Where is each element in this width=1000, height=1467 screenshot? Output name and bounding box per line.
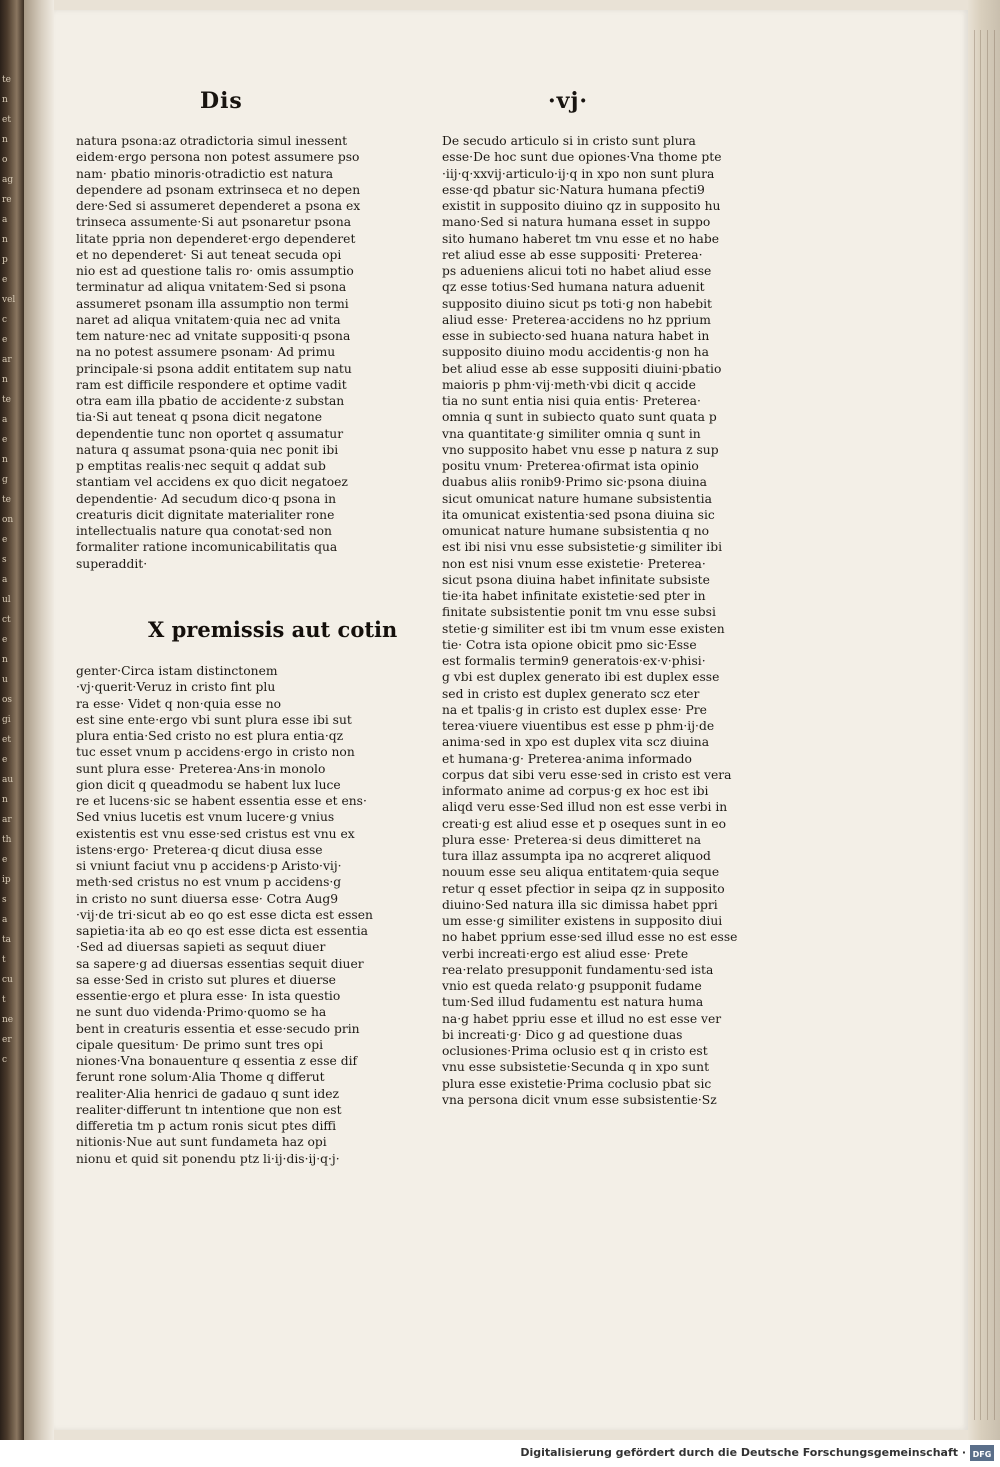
text-line: plura entia·Sed cristo no est plura entia·qz bbox=[76, 729, 344, 743]
column-right bbox=[442, 133, 742, 1108]
text-line: est sine ente·ergo vbi sunt plura esse ibi sut bbox=[76, 712, 352, 727]
text-line: intellectualis nature qua conotat·sed non bbox=[76, 524, 332, 538]
footer-credit: Digitalisierung gefördert durch die Deutsche Forschungsgemeinschaft · bbox=[520, 1446, 966, 1459]
text-line: finitate subsistentie ponit tm vnu esse subsi bbox=[442, 605, 716, 620]
facing-page-fragment: e bbox=[2, 275, 8, 285]
facing-page-fragment: e bbox=[2, 755, 8, 765]
text-line: aliud esse· Preterea·accidens no hz pprium bbox=[442, 312, 711, 327]
text-line: realiter·differunt tn intentione que non est bbox=[76, 1102, 342, 1117]
facing-page-fragment: te bbox=[2, 395, 11, 405]
facing-page-fragment: vel bbox=[2, 295, 16, 305]
text-line: et no dependeret· Si aut teneat secuda opi bbox=[76, 247, 342, 262]
facing-page-fragment: n bbox=[2, 455, 8, 465]
facing-page-fragment: a bbox=[2, 915, 8, 925]
svg-text:DFG: DFG bbox=[972, 1450, 992, 1459]
text-line: na et tpalis·g in cristo est duplex esse· Pre bbox=[442, 702, 707, 717]
text-line: diuino·Sed natura illa sic dimissa habet ppri bbox=[442, 897, 718, 912]
text-line: De secudo articulo si in cristo sunt plura bbox=[442, 134, 696, 148]
text-line: terea·viuere viuentibus est esse p phm·ij·de bbox=[442, 719, 715, 733]
text-line: esse in subiecto·sed huana natura habet in bbox=[442, 329, 710, 343]
column-left-bottom bbox=[76, 663, 376, 1167]
facing-page-fragment: a bbox=[2, 575, 8, 585]
text-line: dere·Sed si assumeret dependeret a psona ex bbox=[76, 199, 361, 213]
text-line: creati·g est aliud esse et p oseques sunt in eo bbox=[442, 816, 726, 831]
facing-page-fragment: gi bbox=[2, 715, 11, 725]
text-line: ferunt rone solum·Alia Thome q differut bbox=[76, 1070, 325, 1085]
text-line: mano·Sed si natura humana esset in suppo bbox=[442, 215, 711, 230]
text-line: tie·ita habet infinitate existetie·sed pter in bbox=[442, 589, 706, 603]
facing-page-fragment: et bbox=[2, 735, 11, 745]
text-line: assumeret psonam illa assumptio non termi bbox=[76, 296, 349, 311]
text-line: supposito diuino sicut ps toti·g non habebit bbox=[442, 296, 712, 311]
text-line: verbi increati·ergo est aliud esse· Prete bbox=[442, 946, 689, 961]
facing-page-fragment: a bbox=[2, 215, 8, 225]
facing-page-edge bbox=[0, 0, 24, 1440]
text-line: realiter·Alia henrici de gadauo q sunt idez bbox=[76, 1086, 340, 1101]
facing-page-fragment: e bbox=[2, 635, 8, 645]
text-line: nouum esse seu aliqua entitatem·quia seque bbox=[442, 865, 720, 880]
text-line: informato anime ad corpus·g ex hoc est ibi bbox=[442, 784, 709, 798]
text-line: ·vij·de tri·sicut ab eo qo est esse dicta est essen bbox=[76, 907, 373, 922]
facing-page-fragment: u bbox=[2, 675, 8, 685]
facing-page-fragment: t bbox=[2, 955, 6, 965]
text-line: terminatur ad aliqua vnitatem·Sed si psona bbox=[76, 280, 347, 295]
text-line: rea·relato presupponit fundamentu·sed ista bbox=[442, 962, 714, 977]
page-stack-edge bbox=[968, 0, 1000, 1440]
text-line: meth·sed cristus no est vnum p accidens·g bbox=[76, 875, 342, 890]
facing-page-fragment: n bbox=[2, 375, 8, 385]
text-line: sunt plura esse· Preterea·Ans·in monolo bbox=[76, 761, 326, 776]
text-line: dependere ad psonam extrinseca et no depen bbox=[76, 182, 361, 197]
text-line: gion dicit q queadmodu se habent lux luce bbox=[76, 777, 341, 792]
text-line: sa esse·Sed in cristo sut plures et diuerse bbox=[76, 972, 336, 987]
facing-page-fragment: n bbox=[2, 655, 8, 665]
text-line: est formalis termin9 generatois·ex·v·phisi· bbox=[442, 654, 706, 668]
text-line: sicut psona diuina habet infinitate subsiste bbox=[442, 572, 710, 587]
text-line: nitionis·Nue aut sunt fundameta haz opi bbox=[76, 1135, 327, 1150]
text-line: eidem·ergo persona non potest assumere pso bbox=[76, 150, 360, 165]
text-line: sito humano haberet tm vnu esse et no habe bbox=[442, 231, 720, 246]
text-line: retur q esset pfectior in seipa qz in supposito bbox=[442, 881, 725, 896]
facing-page-fragment: ne bbox=[2, 1015, 14, 1025]
text-line: essentie·ergo et plura esse· In ista questio bbox=[76, 989, 341, 1003]
text-line: omunicat nature humane subsistentia q no bbox=[442, 524, 710, 538]
text-line: positu vnum· Preterea·ofirmat ista opinio bbox=[442, 459, 699, 473]
text-line: tum·Sed illud fudamentu est natura huma bbox=[442, 995, 704, 1010]
facing-page-fragment: ar bbox=[2, 355, 12, 365]
running-head-left: Dis bbox=[200, 88, 243, 114]
facing-page-text bbox=[2, 70, 22, 1070]
text-line: si vniunt faciut vnu p accidens·p Aristo·vij· bbox=[76, 859, 342, 873]
facing-page-fragment: p bbox=[2, 255, 8, 265]
text-line: existentis est vnu esse·sed cristus est vnu ex bbox=[76, 826, 355, 841]
facing-page-fragment: ar bbox=[2, 815, 12, 825]
facing-page-fragment: te bbox=[2, 75, 11, 85]
text-line: principale·si psona addit entitatem sup natu bbox=[76, 361, 352, 376]
running-head-right: ·vj· bbox=[548, 88, 589, 114]
text-line: esse·qd pbatur sic·Natura humana pfecti9 bbox=[442, 182, 705, 197]
text-line: bet aliud esse ab esse suppositi diuini·pbatio bbox=[442, 361, 722, 376]
text-line: um esse·g similiter existens in supposito diui bbox=[442, 914, 723, 928]
text-line: na·g habet ppriu esse et illud no est esse ver bbox=[442, 1011, 722, 1026]
facing-page-fragment: ta bbox=[2, 935, 11, 945]
text-line: sed in cristo est duplex generato scz eter bbox=[442, 686, 700, 701]
text-line: plura esse· Preterea·si deus dimitteret na bbox=[442, 832, 702, 847]
text-line: creaturis dicit dignitate materialiter rone bbox=[76, 507, 335, 522]
text-line: dependentie· Ad secudum dico·q psona in bbox=[76, 491, 337, 506]
facing-page-fragment: os bbox=[2, 695, 13, 705]
text-line: tia no sunt entia nisi quia entis· Preterea· bbox=[442, 394, 701, 408]
text-line: no habet pprium esse·sed illud esse no est esse bbox=[442, 930, 738, 945]
facing-page-fragment: n bbox=[2, 95, 8, 105]
column-left-top bbox=[76, 133, 376, 572]
text-line: ·iij·q·xxvij·articulo·ij·q in xpo non sunt plura bbox=[442, 166, 715, 181]
text-line: ita omunicat existentia·sed psona diuina sic bbox=[442, 507, 715, 522]
facing-page-fragment: ip bbox=[2, 875, 11, 885]
text-line: cipale quesitum· De primo sunt tres opi bbox=[76, 1037, 324, 1052]
dfg-logo-icon bbox=[970, 1445, 994, 1461]
text-line: genter·Circa istam distinctonem bbox=[76, 664, 278, 678]
text-line: stantiam vel accidens ex quo dicit negatoez bbox=[76, 475, 348, 490]
text-line: qz esse totius·Sed humana natura aduenit bbox=[442, 280, 705, 295]
text-line: est ibi nisi vnu esse subsistetie·g similiter ibi bbox=[442, 540, 723, 555]
text-line: ps adueniens alicui toti no habet aliud esse bbox=[442, 264, 712, 278]
facing-page-fragment: er bbox=[2, 1035, 12, 1045]
text-line: dependentie tunc non oportet q assumatur bbox=[76, 426, 344, 441]
text-line: existit in supposito diuino qz in supposito hu bbox=[442, 199, 721, 213]
text-line: ram est difficile respondere et optime vadit bbox=[76, 377, 347, 392]
text-line: sa sapere·g ad diuersas essentias sequit diuer bbox=[76, 956, 364, 971]
text-line: ret aliud esse ab esse suppositi· Preterea· bbox=[442, 247, 703, 262]
footer-bar bbox=[0, 1440, 1000, 1467]
text-line: in cristo no sunt diuersa esse· Cotra Aug9 bbox=[76, 891, 339, 906]
text-line: ·Sed ad diuersas sapieti as sequut diuer bbox=[76, 940, 326, 955]
facing-page-fragment: ul bbox=[2, 595, 11, 605]
text-line: nionu et quid sit ponendu ptz li·ij·dis·ij·q·j· bbox=[76, 1151, 340, 1166]
facing-page-fragment: n bbox=[2, 135, 8, 145]
text-line: omnia q sunt in subiecto quato sunt quata p bbox=[442, 410, 717, 425]
facing-page-fragment: e bbox=[2, 535, 8, 545]
text-line: sapietia·ita ab eo qo est esse dicta est essentia bbox=[76, 924, 368, 938]
text-line: na no potest assumere psonam· Ad primu bbox=[76, 345, 336, 360]
text-line: stetie·g similiter est ibi tm vnum esse existen bbox=[442, 621, 725, 636]
text-line: tia·Si aut teneat q psona dicit negatone bbox=[76, 410, 323, 425]
facing-page-fragment: t bbox=[2, 995, 6, 1005]
facing-page-fragment: re bbox=[2, 195, 12, 205]
text-line: vnio est queda relato·g psupponit fudame bbox=[442, 979, 702, 993]
text-line: formaliter ratione incomunicabilitatis qua bbox=[76, 540, 338, 555]
facing-page-fragment: e bbox=[2, 435, 8, 445]
facing-page-fragment: ag bbox=[2, 175, 14, 185]
facing-page-fragment: s bbox=[2, 895, 7, 905]
text-line: niones·Vna bonauenture q essentia z esse dif bbox=[76, 1054, 358, 1068]
facing-page-fragment: o bbox=[2, 155, 8, 165]
text-line: Sed vnius lucetis est vnum lucere·g vnius bbox=[76, 810, 335, 825]
text-line: natura q assumat psona·quia nec ponit ibi bbox=[76, 442, 339, 457]
text-line: tura illaz assumpta ipa no acqreret aliquod bbox=[442, 849, 711, 863]
text-line: vna persona dicit vnum esse subsistentie·Sz bbox=[442, 1092, 717, 1107]
text-line: tem nature·nec ad vnitate suppositi·q psona bbox=[76, 329, 351, 343]
text-line: vno supposito habet vnu esse p natura z sup bbox=[442, 442, 719, 457]
facing-page-fragment: cu bbox=[2, 975, 13, 985]
text-line: g vbi est duplex generato ibi est duplex esse bbox=[442, 670, 720, 685]
text-line: p emptitas realis·nec sequit q addat sub bbox=[76, 459, 326, 473]
facing-page-fragment: e bbox=[2, 855, 8, 865]
text-line: tie· Cotra ista opione obicit pmo sic·Esse bbox=[442, 637, 697, 652]
text-line: corpus dat sibi veru esse·sed in cristo est vera bbox=[442, 767, 732, 782]
facing-page-fragment: n bbox=[2, 795, 8, 805]
facing-page-fragment: n bbox=[2, 235, 8, 245]
text-line: naret ad aliqua vnitatem·quia nec ad vnita bbox=[76, 312, 341, 327]
text-line: plura esse existetie·Prima coclusio pbat sic bbox=[442, 1076, 712, 1091]
text-line: supposito diuino modu accidentis·g non ha bbox=[442, 345, 709, 360]
text-line: re et lucens·sic se habent essentia esse et ens· bbox=[76, 794, 367, 808]
facing-page-fragment: ct bbox=[2, 615, 11, 625]
text-line: aliqd veru esse·Sed illud non est esse verbi in bbox=[442, 800, 728, 815]
text-line: bi increati·g· Dico g ad questione duas bbox=[442, 1027, 683, 1042]
facing-page-fragment: s bbox=[2, 555, 7, 565]
section-heading: X premissis aut cotin bbox=[148, 617, 398, 642]
text-line: ne sunt duo videnda·Primo·quomo se ha bbox=[76, 1005, 327, 1020]
text-line: bent in creaturis essentia et esse·secudo prin bbox=[76, 1021, 360, 1036]
text-line: tuc esset vnum p accidens·ergo in cristo non bbox=[76, 745, 355, 760]
text-line: nio est ad questione talis ro· omis assumptio bbox=[76, 264, 354, 278]
facing-page-fragment: th bbox=[2, 835, 12, 845]
text-line: otra eam illa pbatio de accidente·z substan bbox=[76, 394, 345, 408]
facing-page-fragment: et bbox=[2, 115, 11, 125]
text-line: istens·ergo· Preterea·q dicut diusa esse bbox=[76, 842, 323, 857]
facing-page-fragment: c bbox=[2, 1055, 8, 1065]
text-line: esse·De hoc sunt due opiones·Vna thome pte bbox=[442, 150, 722, 165]
text-line: maioris p phm·vij·meth·vbi dicit q accide bbox=[442, 377, 696, 392]
text-line: vna quantitate·g similiter omnia q sunt in bbox=[442, 426, 701, 441]
facing-page-fragment: te bbox=[2, 495, 11, 505]
text-line: anima·sed in xpo est duplex vita scz diuina bbox=[442, 735, 710, 750]
text-line: differetia tm p actum ronis sicut ptes diffi bbox=[76, 1119, 337, 1133]
facing-page-fragment: g bbox=[2, 475, 8, 485]
facing-page-fragment: au bbox=[2, 775, 14, 785]
facing-page-fragment: e bbox=[2, 335, 8, 345]
text-line: superaddit· bbox=[76, 556, 148, 571]
text-line: oclusiones·Prima oclusio est q in cristo est bbox=[442, 1044, 708, 1058]
text-line: litate ppria non dependeret·ergo dependeret bbox=[76, 231, 356, 246]
text-line: vnu esse subsistetie·Secunda q in xpo sunt bbox=[442, 1060, 710, 1075]
text-line: ra esse· Videt q non·quia esse no bbox=[76, 696, 282, 711]
facing-page-fragment: c bbox=[2, 315, 8, 325]
text-line: duabus aliis ronib9·Primo sic·psona diuina bbox=[442, 475, 707, 490]
text-line: natura psona:az otradictoria simul inessent bbox=[76, 134, 348, 148]
facing-page-fragment: on bbox=[2, 515, 14, 525]
text-line: non est nisi vnum esse existetie· Preterea· bbox=[442, 556, 706, 571]
text-line: et humana·g· Preterea·anima informado bbox=[442, 751, 692, 766]
book-gutter bbox=[24, 0, 54, 1440]
text-line: ·vj·querit·Veruz in cristo fint plu bbox=[76, 680, 276, 695]
facing-page-fragment: a bbox=[2, 415, 8, 425]
text-line: nam· pbatio minoris·otradictio est natura bbox=[76, 166, 334, 181]
text-line: trinseca assumente·Si aut psonaretur psona bbox=[76, 215, 352, 230]
text-line: sicut omunicat nature humane subsistentia bbox=[442, 491, 712, 506]
